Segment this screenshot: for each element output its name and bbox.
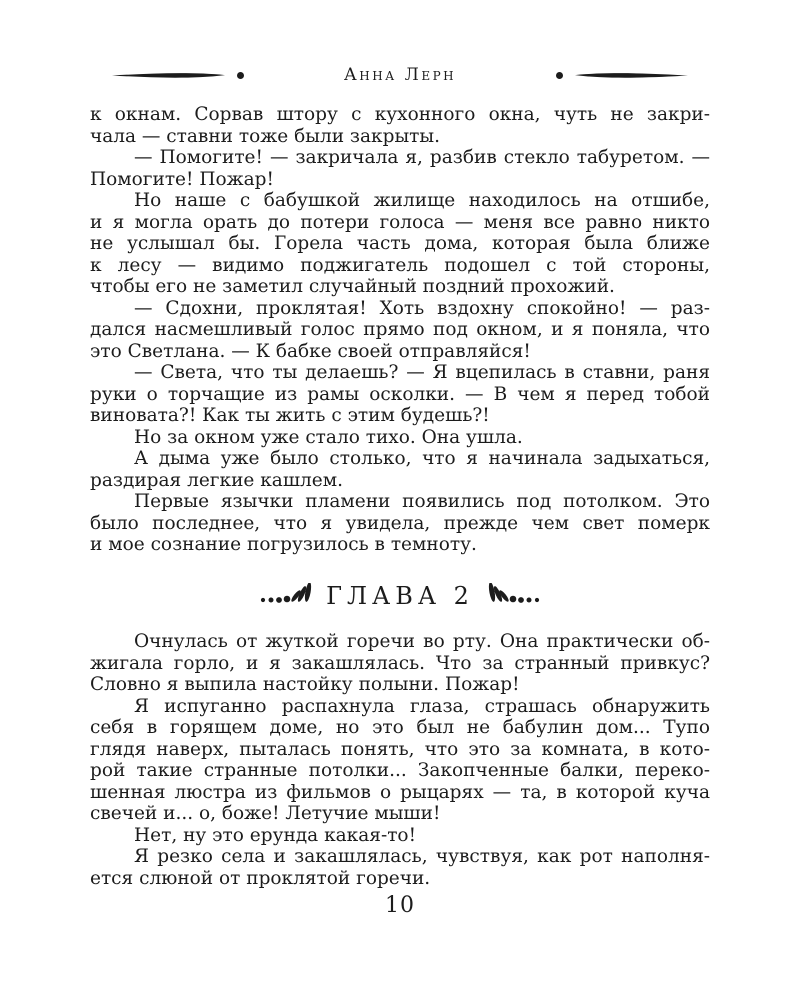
text-line: Но за окном уже стало тихо. Она ушла. xyxy=(134,426,523,448)
paragraph xyxy=(90,190,710,298)
text-line: виновата?! Как ты жить с этим будешь?! xyxy=(90,405,490,426)
text-line: и я могла орать до потери голоса — меня все равно никто xyxy=(90,211,710,233)
bullet-dot-icon xyxy=(237,72,244,79)
paragraph xyxy=(90,825,710,847)
paragraph xyxy=(90,631,710,696)
text-line: свечей и... о, боже! Летучие мыши! xyxy=(90,803,441,824)
text-line: — Помогите! — закричала я, разбив стекло табуретом. — xyxy=(134,147,710,168)
paragraph xyxy=(90,104,710,147)
text-line: Помогите! Пожар! xyxy=(90,168,274,190)
text-line: Нет, ну это ерунда какая-то! xyxy=(134,824,417,846)
paragraph xyxy=(90,147,710,190)
text-line: ется слюной от проклятой горечи. xyxy=(90,867,431,889)
text-line: Но наше с бабушкой жилище находилось на отшибе, xyxy=(134,190,710,211)
text-line: к лесу — видимо поджигатель подошел с той стороны, xyxy=(90,254,710,276)
text-line: дался насмешливый голос прямо под окном, и я поняла, что xyxy=(90,319,710,340)
paragraph xyxy=(90,696,710,825)
text-line: Я резко села и закашлялась, чувствуя, как рот наполня- xyxy=(134,846,710,867)
text-line: — Света, что ты делаешь? — Я вцепилась в ставни, раня xyxy=(134,362,710,383)
text-line: было последнее, что я увидела, прежде чем свет померк xyxy=(90,512,710,534)
chapter-title: ГЛАВА 2 xyxy=(326,582,474,610)
bullet-dot-icon xyxy=(556,72,563,79)
paragraph xyxy=(90,427,710,449)
text-line: и мое сознание погрузилось в темноту. xyxy=(90,534,477,555)
body-text-bottom xyxy=(90,631,710,889)
header-right-ornament xyxy=(556,71,688,80)
text-line: Словно я выпила настойку полыни. Пожар! xyxy=(90,674,520,695)
text-line: чтобы его не заметил случайный поздний прохожий. xyxy=(90,276,615,297)
text-line: А дыма уже было столько, что я начинала задыхаться, xyxy=(134,448,710,469)
text-line: к окнам. Сорвав штору с кухонного окна, чуть не закри- xyxy=(90,104,710,125)
paragraph xyxy=(90,491,710,556)
author-name: Анна Лерн xyxy=(343,65,457,85)
paragraph xyxy=(90,298,710,363)
text-line: чала — ставни тоже были закрыты. xyxy=(90,125,441,147)
tapered-rule-icon xyxy=(570,71,688,80)
text-line: глядя наверх, пыталась понять, что это за комната, в кото- xyxy=(90,738,710,760)
text-line: — Сдохни, проклятая! Хоть вздохну спокойно! — раз- xyxy=(134,297,710,319)
paragraph xyxy=(90,846,710,889)
chapter-heading xyxy=(0,577,800,615)
body-text-top xyxy=(90,104,710,556)
text-line: раздирая легкие кашлем. xyxy=(90,469,343,491)
text-line: руки о торчащие из рамы осколки. — В чем я перед тобой xyxy=(90,383,710,405)
page-number: 10 xyxy=(385,893,415,918)
dots-fan-ornament-icon xyxy=(259,583,313,609)
paragraph xyxy=(90,362,710,427)
text-line: не услышал бы. Горела часть дома, которая была ближе xyxy=(90,233,710,254)
tapered-rule-icon xyxy=(112,71,230,80)
text-line: жигала горло, и я закашлялась. Что за странный привкус? xyxy=(90,652,710,674)
header-left-ornament xyxy=(112,71,244,80)
text-line: это Светлана. — К бабке своей отправляйся! xyxy=(90,340,531,362)
text-line: шенная люстра из фильмов о рыцарях — та, в которой куча xyxy=(90,781,710,803)
text-line: Я испуганно распахнула глаза, страшась обнаружить xyxy=(134,695,710,717)
text-line: себя в горящем доме, но это был не бабулин дом... Тупо xyxy=(90,717,710,738)
running-header xyxy=(112,62,688,88)
paragraph xyxy=(90,448,710,491)
dots-fan-ornament-icon xyxy=(487,583,541,609)
text-line: рой такие странные потолки... Закопченные балки, переко- xyxy=(90,760,710,781)
text-line: Первые язычки пламени появились под потолком. Это xyxy=(134,491,710,512)
text-line: Очнулась от жуткой горечи во рту. Она практически об- xyxy=(134,631,710,652)
